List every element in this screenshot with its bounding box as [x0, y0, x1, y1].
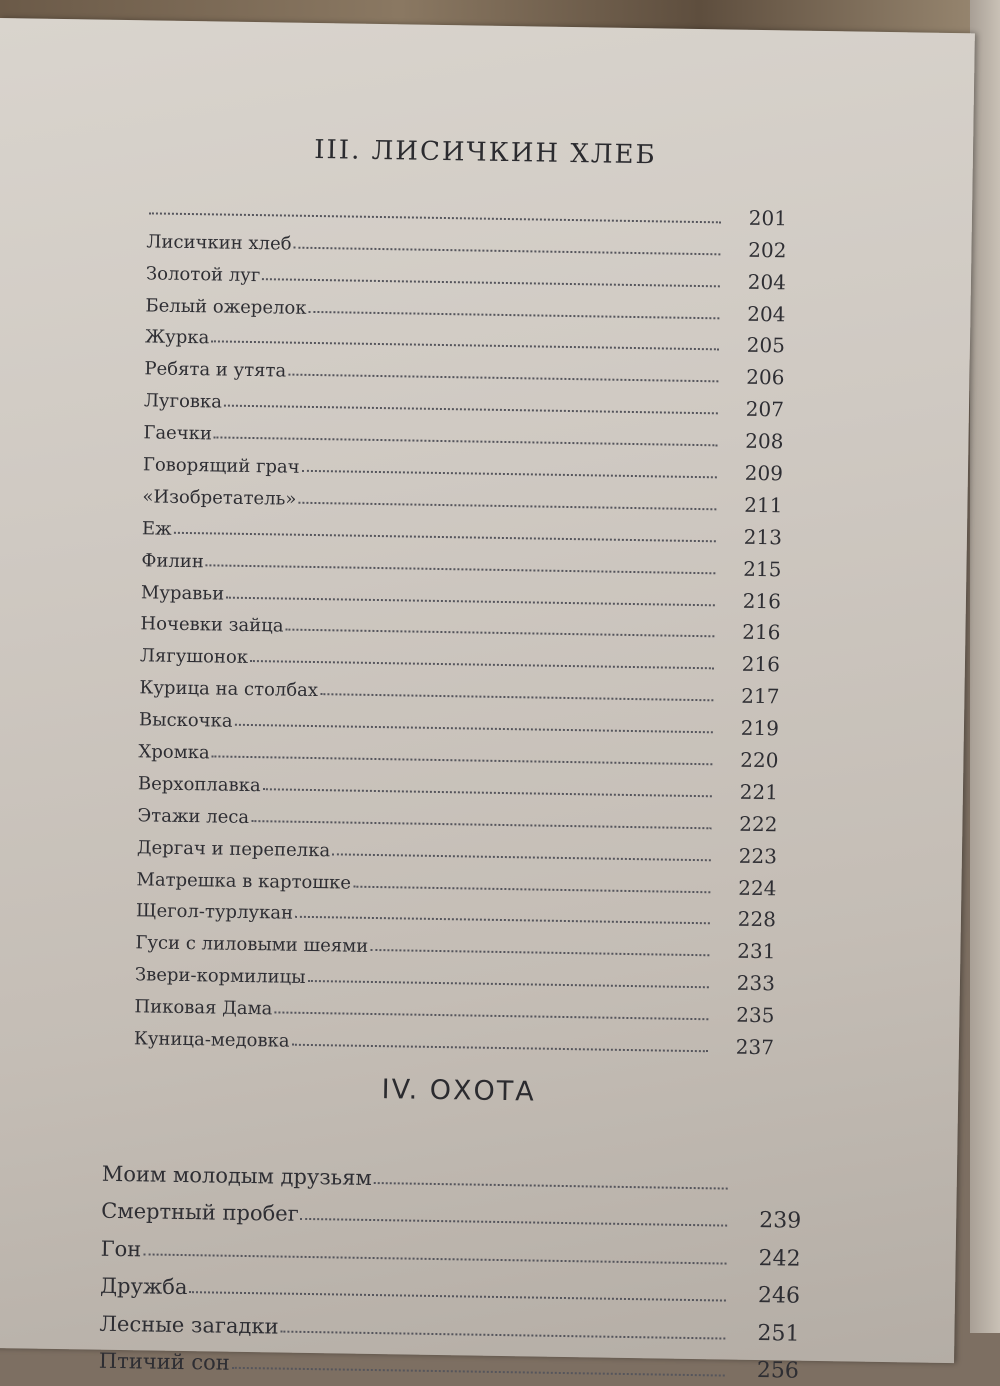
- toc-entry-title: Курица на столбах: [139, 677, 319, 702]
- toc-entry-title: Говорящий грач: [142, 454, 300, 478]
- dot-leader: [298, 502, 716, 511]
- toc-entry-title: Гуси с лиловыми шеями: [135, 932, 369, 958]
- dot-leader: [285, 629, 714, 638]
- toc-entry-title: Лесные загадки: [99, 1311, 279, 1339]
- adjacent-page-edge: [970, 0, 1000, 1333]
- toc-entry-page: 228: [737, 907, 777, 932]
- dot-leader: [235, 724, 713, 734]
- toc-entry-page: 217: [741, 683, 780, 709]
- toc-entry-title: Верхоплавка: [137, 773, 261, 797]
- dot-leader: [288, 374, 718, 383]
- toc-entry-page: 205: [746, 333, 786, 358]
- toc-entry-page: 201: [748, 205, 788, 231]
- section-4-title: IV. ОХОТА: [381, 1074, 536, 1108]
- section-3-title: III. ЛИСИЧКИН ХЛЕБ: [314, 134, 657, 171]
- toc-entry-page: 208: [745, 428, 784, 454]
- dot-leader: [302, 470, 717, 479]
- toc-entry-title: Выскочка: [138, 709, 233, 732]
- dot-leader: [251, 820, 711, 829]
- dot-leader: [309, 310, 720, 318]
- toc-entry-page: 220: [740, 747, 779, 773]
- toc-entry-title: Пиковая Дама: [134, 996, 273, 1020]
- toc-entry-title: Моим молодым друзьям: [101, 1161, 372, 1190]
- toc-entry-page: 233: [736, 970, 776, 996]
- dot-leader: [320, 693, 713, 701]
- toc-entry-page: 223: [738, 843, 778, 869]
- toc-entry-page: 219: [740, 715, 780, 741]
- toc-entry-title: Звери-кормилицы: [134, 964, 306, 989]
- toc-entry-title: Лягушонок: [139, 645, 249, 669]
- toc-entry-title: Куница-медовка: [133, 1028, 290, 1052]
- toc-entry-title: Луговка: [143, 390, 223, 413]
- toc-entry-page: 204: [747, 301, 786, 326]
- dot-leader: [307, 980, 708, 988]
- toc-entry-page: 242: [758, 1245, 801, 1272]
- toc-entry-page: 204: [747, 269, 787, 295]
- dot-leader: [262, 278, 720, 287]
- toc-entry-title: Хромка: [138, 741, 210, 764]
- toc-entry-title: Гаечки: [143, 422, 213, 445]
- toc-entry-title: Филин: [141, 549, 205, 572]
- toc-entry-page: 224: [738, 875, 777, 900]
- dot-leader: [293, 246, 720, 255]
- dot-leader: [295, 916, 710, 925]
- toc-entry-page: 235: [736, 1002, 775, 1028]
- toc-entry-page: 231: [737, 939, 776, 964]
- toc-entry-title: Муравьи: [140, 581, 225, 605]
- toc-entry-title: Еж: [141, 518, 172, 540]
- toc-entry-title: Щегол-турлукан: [135, 900, 294, 925]
- dot-leader: [301, 1218, 728, 1227]
- toc-entry-title: Дергач и перепелка: [136, 836, 331, 861]
- dot-leader: [263, 788, 712, 797]
- toc-entry-title: Журка: [144, 326, 210, 349]
- toc-entry-title: Ребята и утята: [144, 358, 287, 382]
- toc-entry-title: Матрешка в картошке: [136, 868, 352, 894]
- toc-entry-title: Лисичкин хлеб: [146, 231, 292, 255]
- toc-entry-page: 207: [745, 396, 785, 422]
- toc-entry-title: Ночевки зайца: [140, 613, 284, 637]
- toc-entry-title: Гон: [100, 1236, 142, 1261]
- toc-entry-page: 206: [746, 365, 785, 390]
- toc-entry-page: 209: [744, 460, 784, 486]
- toc-entry-page: 237: [735, 1034, 775, 1060]
- dot-leader: [291, 1044, 707, 1053]
- toc-entry-page: 222: [739, 811, 778, 837]
- toc-entry-page: 211: [744, 492, 783, 518]
- toc-entry-page: 202: [748, 237, 787, 263]
- toc-entry-page: 221: [739, 779, 779, 805]
- toc-entry-page: 216: [742, 588, 782, 613]
- toc-entry-title: Дружба: [99, 1273, 188, 1300]
- toc-entry-title: Золотой луг: [145, 262, 261, 286]
- toc-entry-page: 215: [743, 556, 782, 582]
- section-4-toc: [99, 1148, 802, 1384]
- toc-entry-page: 246: [757, 1283, 801, 1309]
- toc-entry-page: 256: [756, 1358, 800, 1384]
- dot-leader: [250, 660, 714, 669]
- toc-entry-page: 216: [741, 652, 781, 677]
- toc-entry-title: Белый ожерелок: [145, 294, 307, 319]
- dot-leader: [353, 885, 710, 893]
- dot-leader: [274, 1012, 708, 1021]
- dot-leader: [332, 853, 711, 861]
- toc-entry-title: Смертный пробег: [101, 1198, 299, 1226]
- dot-leader: [280, 1330, 725, 1339]
- toc-entry-page: 213: [743, 524, 783, 550]
- toc-entry-page: 239: [759, 1208, 802, 1234]
- toc-entry-page: 216: [742, 620, 781, 645]
- dot-leader: [370, 949, 709, 956]
- section-3-toc: [134, 188, 787, 1059]
- toc-entry-title: «Изобретатель»: [142, 486, 297, 510]
- dot-leader: [232, 1367, 725, 1377]
- toc-entry-page: 251: [757, 1320, 800, 1347]
- dot-leader: [374, 1182, 728, 1190]
- toc-entry-title: Птичий сон: [98, 1348, 230, 1375]
- book-page: [0, 18, 975, 1384]
- toc-entry-title: Этажи леса: [137, 805, 250, 828]
